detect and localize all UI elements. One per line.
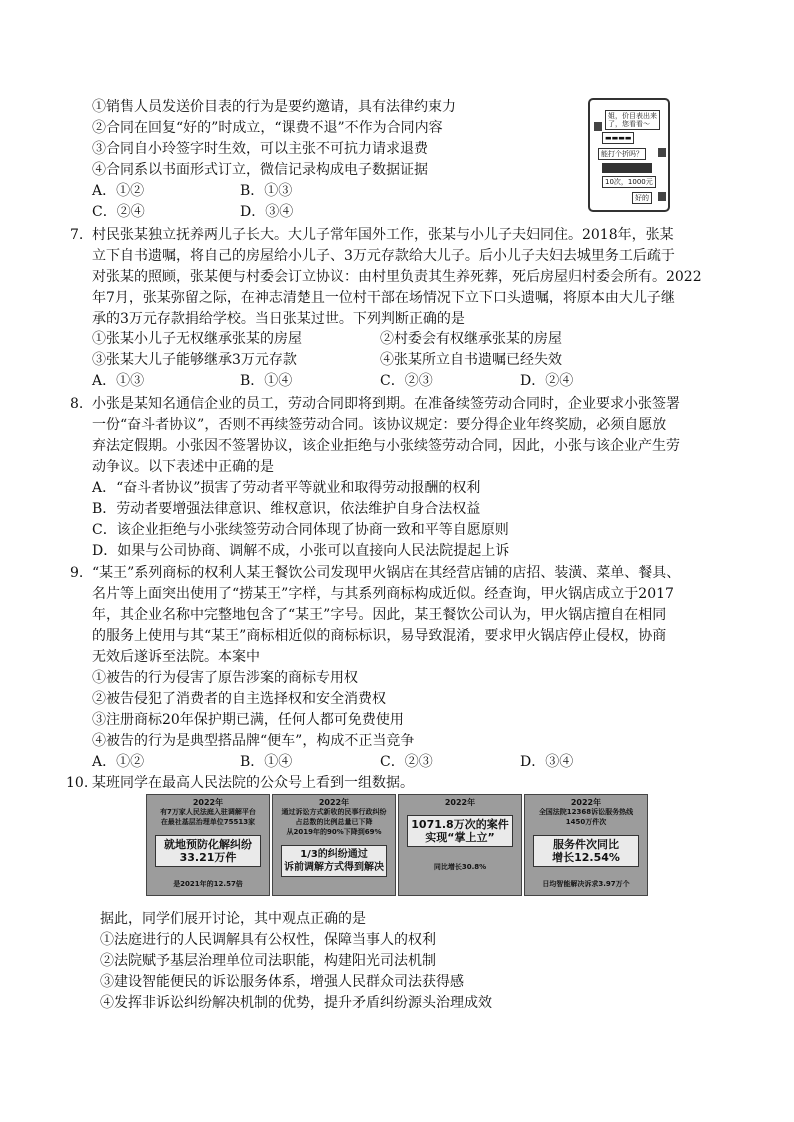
q6-statement-4: ④合同系以书面形式订立，微信记录构成电子数据证据 <box>92 162 428 178</box>
q9-stem-line-4: 的服务上使用与其“某王”商标相近似的商标标识，易导致混淆，要求甲火锅店停止侵权，协商 <box>92 628 667 644</box>
q9-statement-4: ④被告的行为是典型搭品牌“便车”，构成不正当竞争 <box>92 733 415 749</box>
panel-4-highlight-line-1: 服务件次同比 <box>553 838 619 851</box>
q7-stem-line-3: 对张某的照顾，张某便与村委会订立协议：由村里负责其生养死葬，死后房屋归村委会所有。2022 <box>92 269 702 285</box>
q8-stem-line-1: 小张是某知名通信企业的员工，劳动合同即将到期。在准备续签劳动合同时，企业要求小张签署 <box>92 396 680 412</box>
chat-bubble-1-line-2: 了，您看看～ <box>608 120 650 128</box>
q9-stem-line-5: 无效后遂诉至法院。本案中 <box>92 649 260 665</box>
data-panel-4 <box>524 794 648 896</box>
q8-stem-line-2: 一份“奋斗者协议”，否则不再续签劳动合同。该协议规定：要分得企业年终奖励，必须自愿放 <box>92 417 667 433</box>
chat-screenshot-figure <box>588 98 670 212</box>
q7-stem-line-2: 立下自书遗嘱，将自己的房屋给小儿子、3万元存款给大儿子。后小儿子夫妇去城里务工后疏于 <box>92 248 675 264</box>
q7-statement-1: ①张某小儿子无权继承张某的房屋 <box>92 331 302 347</box>
q6-statement-2: ②合同在回复“好的”时成立，“课费不退”不作为合同内容 <box>92 120 443 136</box>
q9-option-a: A．①② <box>92 754 145 770</box>
q7-stem-line-1: 村民张某独立抚养两儿子长大。大儿子常年国外工作，张某与小儿子夫妇同住。2018年，张某 <box>92 227 674 243</box>
chat-bubble-1-line-1: 姐，价目表出来 <box>608 112 657 120</box>
q7-statement-2: ②村委会有权继承张某的房屋 <box>380 331 562 347</box>
q6-option-c: C．②④ <box>92 204 145 220</box>
q7-statement-3: ③张某大儿子能够继承3万元存款 <box>92 352 297 368</box>
q9-option-d: D．③④ <box>520 754 574 770</box>
q7-statement-4: ④张某所立自书遗嘱已经失效 <box>380 352 562 368</box>
data-panel-1 <box>146 794 270 896</box>
avatar-icon <box>658 148 666 157</box>
q8-option-b: B．劳动者要增强法律意识、维权意识，依法维护自身合法权益 <box>92 501 481 517</box>
panel-3-highlight-line-2: 实现“掌上立” <box>425 831 495 844</box>
panel-1-highlight-line-1: 就地预防化解纠纷 <box>164 838 252 851</box>
q9-statement-3: ③注册商标20年保护期已满，任何人都可免费使用 <box>92 712 404 728</box>
data-panel-2 <box>272 794 396 896</box>
panel-2-year: 2022年 <box>318 798 350 807</box>
panel-2-highlight-line-1: 1/3的纠纷通过 <box>300 849 368 860</box>
chat-bubble-3: 10次，1000元 <box>602 176 656 188</box>
avatar-icon <box>594 122 602 131</box>
panel-1-caption-2: 在最社基层治理单位75513家 <box>160 818 256 826</box>
panel-4-footnote: 日均智能解决诉求3.97万个 <box>542 880 630 888</box>
chat-bubble-1 <box>605 110 660 130</box>
q9-option-b: B．①④ <box>240 754 293 770</box>
q7-option-c: C．②③ <box>380 373 433 389</box>
q7-option-a: A．①③ <box>92 373 145 389</box>
panel-1-year: 2022年 <box>192 798 224 807</box>
data-panel-3 <box>398 794 522 896</box>
q10-lead: 据此，同学们展开讨论，其中观点正确的是 <box>100 911 366 927</box>
q10-statement-1: ①法庭进行的人民调解具有公权性，保障当事人的权利 <box>100 932 436 948</box>
panel-2-highlight <box>281 845 387 877</box>
q7-stem-line-5: 承的3万元存款捐给学校。当日张某过世。下列判断正确的是 <box>92 311 465 327</box>
chat-bubble-2: 能打个折吗？ <box>598 148 646 160</box>
panel-1-caption-1: 有7万家人民法庭入驻调解平台 <box>160 808 256 816</box>
q8-number: 8. <box>70 396 84 412</box>
panel-3-highlight-line-1: 1071.8万次的案件 <box>411 818 509 831</box>
q6-option-a: A．①② <box>92 183 145 199</box>
q9-stem-line-3: 年，其企业名称中完整地包含了“某王”字号。因此，某王餐饮公司认为，甲火锅店擅自在相同 <box>92 607 667 623</box>
panel-1-highlight <box>155 835 261 867</box>
q10-statement-3: ③建设智能便民的诉讼服务体系，增强人民群众司法获得感 <box>100 974 464 990</box>
q9-stem-line-2: 名片等上面突出使用了“捞某王”字样，与其系列商标构成近似。经查询，甲火锅店成立于2017 <box>92 586 674 602</box>
chat-bubble-placeholder: ▬▬▬▬ <box>602 132 634 144</box>
panel-2-caption-2: 占总数的比例总量已下降 <box>295 818 373 826</box>
q6-option-b: B．①③ <box>240 183 293 199</box>
panel-4-highlight <box>533 835 639 867</box>
panel-4-caption-2: 1450万件次 <box>565 818 607 826</box>
q8-option-a: A．“奋斗者协议”损害了劳动者平等就业和取得劳动报酬的权利 <box>92 480 481 496</box>
q9-statement-1: ①被告的行为侵害了原告涉案的商标专用权 <box>92 670 358 686</box>
q9-stem-line-1: “某王”系列商标的权利人某王餐饮公司发现甲火锅店在其经营店铺的店招、装潢、菜单、餐具、 <box>92 565 681 581</box>
panel-4-highlight-line-2: 增长12.54% <box>552 851 620 864</box>
q8-option-d: D．如果与公司协商、调解不成，小张可以直接向人民法院提起上诉 <box>92 543 510 559</box>
q8-stem-line-3: 弃法定假期。小张因不签署协议，该企业拒绝与小张续签劳动合同，因此，小张与该企业产生劳 <box>92 438 680 454</box>
q10-statement-4: ④发挥非诉讼纠纷解决机制的优势，提升矛盾纠纷源头治理成效 <box>100 995 492 1011</box>
q7-number: 7. <box>70 227 84 243</box>
q9-option-c: C．②③ <box>380 754 433 770</box>
panel-1-footnote: 是2021年的12.57倍 <box>173 880 243 888</box>
chat-bubble-redacted <box>602 163 652 173</box>
q7-stem-line-4: 年7月，张某弥留之际，在神志清楚且一位村干部在场情况下立下口头遗嘱，将原本由大儿子继 <box>92 290 675 306</box>
q7-option-b: B．①④ <box>240 373 293 389</box>
panel-2-caption-3: 从2019年的90%下降到69% <box>286 828 382 836</box>
panel-4-caption-1: 全国法院12368诉讼服务热线 <box>538 808 634 816</box>
avatar-icon <box>658 192 666 201</box>
panel-3-year: 2022年 <box>444 798 476 807</box>
q10-stem: 某班同学在最高人民法院的公众号上看到一组数据。 <box>92 775 414 791</box>
q9-number: 9. <box>70 565 84 581</box>
q6-statement-1: ①销售人员发送价目表的行为是要约邀请，具有法律约束力 <box>92 99 456 115</box>
q8-stem-line-4: 动争议。以下表述中正确的是 <box>92 459 274 475</box>
panel-3-footnote: 同比增长30.8% <box>433 863 487 871</box>
panel-4-year: 2022年 <box>570 798 602 807</box>
q9-statement-2: ②被告侵犯了消费者的自主选择权和安全消费权 <box>92 691 386 707</box>
chat-bubble-4: 好的 <box>632 192 652 204</box>
panel-1-highlight-line-2: 33.21万件 <box>179 851 237 864</box>
q6-option-d: D．③④ <box>240 204 294 220</box>
q8-option-c: C．该企业拒绝与小张续签劳动合同体现了协商一致和平等自愿原则 <box>92 522 509 538</box>
panel-3-highlight <box>407 815 513 847</box>
q6-statement-3: ③合同自小玲签字时生效，可以主张不可抗力请求退费 <box>92 141 428 157</box>
q7-option-d: D．②④ <box>520 373 574 389</box>
q10-number: 10. <box>66 775 89 791</box>
q10-statement-2: ②法院赋予基层治理单位司法职能，构建阳光司法机制 <box>100 953 436 969</box>
panel-2-highlight-line-2: 诉前调解方式得到解决 <box>284 862 384 873</box>
panel-2-caption-1: 通过诉讼方式新收的民事行政纠纷 <box>281 808 387 816</box>
